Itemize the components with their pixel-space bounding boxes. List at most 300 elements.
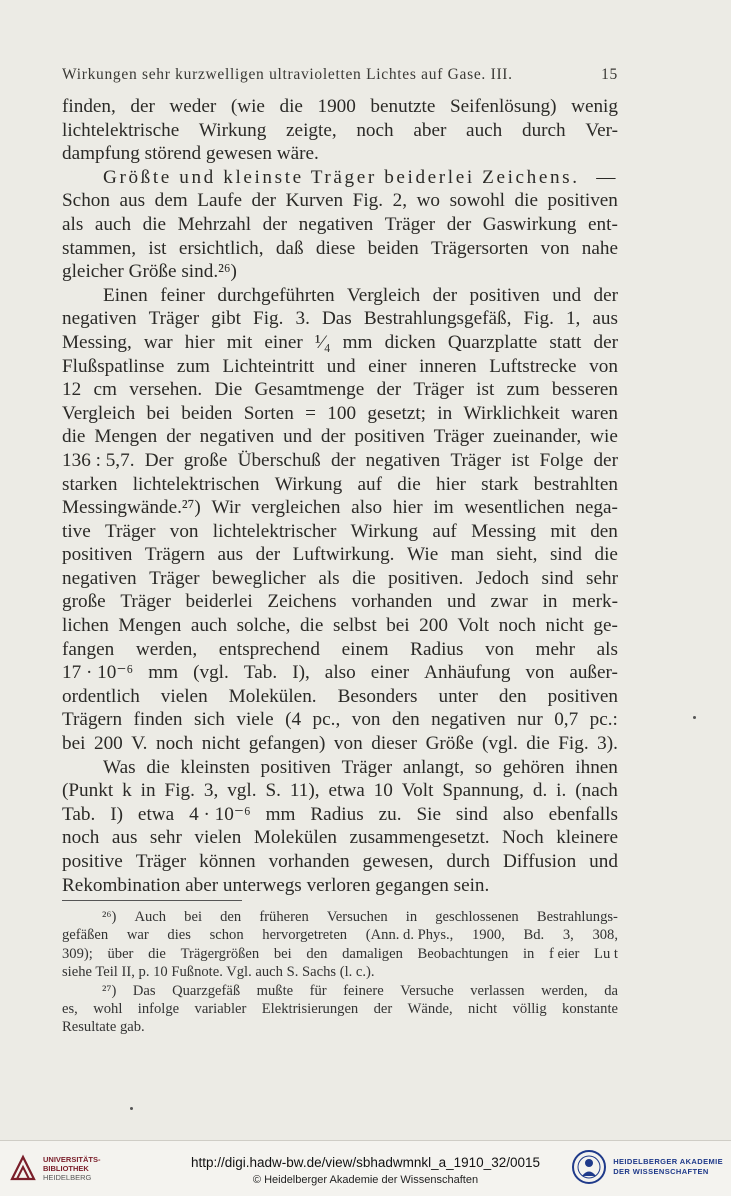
word: Elektrisierungen (261, 1000, 359, 1017)
word: gefäßen (62, 927, 109, 944)
word: vergleichen (251, 497, 341, 519)
footnotes (62, 908, 618, 1037)
page-number: 15 (601, 66, 618, 83)
word: negativen (365, 449, 441, 471)
word: hier (184, 331, 215, 353)
word: Träger (413, 379, 464, 401)
word: Tab. (243, 662, 278, 684)
word: Wirklichkeit (463, 402, 560, 424)
word: ordentlich (62, 685, 140, 707)
text-line (62, 685, 618, 709)
word: Mehrzahl (177, 213, 252, 235)
word: Folge (539, 449, 584, 471)
word: 4 · 10⁻⁶ (189, 803, 251, 825)
text-line (62, 425, 618, 449)
word: benutzte (370, 96, 436, 117)
scan-speck (693, 716, 696, 719)
word: geschlossenen (435, 909, 519, 925)
word: sind (455, 803, 488, 825)
word: Schon (62, 190, 110, 212)
word: sieht, (496, 544, 538, 566)
word: durchgeführten (217, 284, 335, 306)
word: Seifenlösung) (449, 96, 557, 117)
word: Laufe (197, 190, 242, 212)
word: die (352, 567, 376, 589)
word: damaligen (342, 945, 403, 962)
word: finden, (62, 96, 116, 117)
word: der (432, 284, 458, 306)
word: also (324, 662, 356, 684)
word: 3, (562, 927, 574, 944)
word: tive (62, 520, 91, 542)
logo-line-1: UNIVERSITÄTS- (43, 1154, 101, 1164)
word: negativen (298, 213, 374, 235)
word: negativen (62, 308, 137, 330)
text-line (62, 590, 618, 614)
word: mm (265, 803, 296, 825)
word: Überschuß (237, 449, 321, 471)
text-line (62, 826, 618, 850)
word: Träger (105, 520, 156, 542)
word: Größe (425, 733, 474, 755)
word: Träger (450, 449, 501, 471)
word: werden, (541, 982, 588, 999)
text-line (62, 189, 618, 213)
word: Beobachtungen (417, 945, 509, 962)
word: positiven (62, 544, 133, 566)
word: etwa (328, 780, 365, 802)
word: mit (550, 520, 576, 542)
word: positiven (354, 426, 425, 448)
word: aber (413, 119, 447, 141)
footnote-line (62, 926, 618, 944)
word: sind (541, 567, 574, 589)
word: vorhanden (268, 851, 350, 872)
word: Spannung, (442, 780, 524, 802)
word: Mengen (94, 426, 158, 448)
text-line (62, 496, 618, 520)
word: Messing (471, 520, 537, 542)
word: beweglicher (212, 567, 306, 589)
word: Trägergrößen (180, 945, 260, 962)
word: mehr (535, 638, 575, 660)
word: zusammengesetzt. (349, 827, 490, 849)
word: Das (132, 982, 156, 999)
word: positiven (547, 190, 618, 212)
scan-speck (130, 1107, 133, 1110)
word: beiden (181, 402, 233, 424)
word: (vgl. (193, 662, 229, 684)
word: Träger (120, 591, 171, 613)
text-line (62, 237, 618, 261)
word: hier (392, 497, 423, 519)
word: von (351, 709, 381, 731)
word: Lichteintritt (222, 355, 315, 377)
text-line (62, 874, 618, 898)
word: 17 · 10⁻⁶ (62, 662, 134, 684)
word: völlig (512, 1000, 547, 1017)
text-line (62, 119, 618, 143)
word: gehören (502, 756, 565, 778)
word: da (604, 982, 618, 999)
word: sowohl (449, 190, 505, 212)
word: der (262, 213, 288, 235)
word: war (143, 331, 173, 353)
word: ist (148, 237, 167, 259)
word: als (596, 638, 618, 660)
word: Wirkung (198, 119, 267, 141)
word: der (330, 449, 356, 471)
word: ist (476, 379, 495, 401)
word: und (283, 426, 312, 448)
word: dieser (371, 733, 418, 755)
footnote-line (62, 945, 618, 963)
word: Wirkung (350, 520, 419, 542)
word: den (391, 709, 420, 731)
word: lichtelektrischer (212, 520, 337, 542)
word: anlangt, (402, 756, 465, 778)
word: Wände, (407, 1000, 453, 1017)
word: Versuchen (326, 909, 388, 925)
word: Messing, (62, 331, 132, 353)
word: auf (357, 473, 383, 495)
word: Molekülen. (228, 685, 317, 707)
word: 12 (62, 379, 82, 401)
word: Versuche (400, 982, 454, 999)
word: von (540, 237, 570, 259)
text-line (62, 732, 618, 756)
word: nicht (468, 1000, 498, 1017)
word: V. (131, 733, 148, 755)
word: 308, (592, 927, 618, 944)
word: vielen (194, 827, 242, 849)
word: selbst (332, 615, 377, 637)
word: ²⁷) (102, 982, 117, 999)
word: der (593, 449, 618, 471)
word: in (405, 909, 418, 925)
word: die (62, 426, 86, 448)
word: Lu t (594, 945, 618, 962)
word: kleinsten (180, 756, 250, 778)
word: können (199, 851, 256, 872)
word: daß (275, 237, 304, 259)
word: konstante (562, 1000, 618, 1017)
academy-line-1: HEIDELBERGER AKADEMIE (613, 1157, 723, 1166)
word: d. (532, 780, 548, 802)
word: ²⁶) (102, 909, 117, 925)
word: Volt (401, 780, 434, 802)
word: Fig. (558, 733, 589, 755)
word: negativen (199, 426, 275, 448)
word: gewesen, (362, 851, 434, 872)
word: Mengen (118, 615, 182, 637)
word: statt (549, 331, 582, 353)
word: Träger (384, 213, 436, 235)
word: aus (217, 544, 244, 566)
word: (Ann. d. Phys., (365, 927, 454, 944)
text-line (62, 449, 618, 473)
word: gleicher Größe sind.²⁶) (62, 261, 237, 283)
word: wesentlichen (464, 497, 565, 519)
word: nicht (201, 733, 241, 755)
word: positive (62, 851, 123, 872)
word: hervorgetreten (262, 927, 348, 944)
text-line (62, 661, 618, 685)
text-line (62, 520, 618, 544)
running-head-title: Wirkungen sehr kurzwelligen ultravioletten Lichtes auf Gase. III. (62, 66, 513, 83)
text-line (62, 779, 618, 803)
word: 200 (419, 615, 448, 637)
word: Fig. (253, 308, 284, 330)
word: f eier (549, 945, 580, 962)
word: Luftstrecke (489, 355, 577, 377)
footnote-line (62, 963, 618, 981)
footnote-line (62, 982, 618, 1000)
word: der (373, 1000, 393, 1017)
word: aus (119, 190, 146, 212)
word: Träger (149, 567, 200, 589)
viewer-footer (0, 1140, 731, 1196)
word: sind (549, 544, 582, 566)
word: Sorten (243, 402, 294, 424)
word: der (255, 544, 281, 566)
word: wohl (93, 1000, 123, 1017)
word: I) (110, 803, 123, 825)
word: finden (133, 709, 183, 731)
word: bei (62, 733, 86, 755)
word: auch (190, 615, 228, 637)
word: starken (62, 473, 118, 495)
word: inneren (419, 355, 477, 377)
word: einer (370, 662, 410, 684)
word: noch (155, 733, 194, 755)
word: die (594, 544, 618, 566)
word: von (525, 662, 555, 684)
word: besseren (551, 379, 618, 401)
word: vielen (160, 685, 208, 707)
word: 2, (392, 190, 408, 212)
word: cm (93, 379, 117, 401)
word: Besonders (337, 685, 418, 707)
word: (vgl. (482, 733, 518, 755)
word: Fig. (523, 308, 554, 330)
word: einer (264, 331, 303, 353)
copyright-notice: © Heidelberger Akademie der Wissenschaften (252, 1174, 479, 1186)
word: merk- (572, 591, 618, 613)
word: Wir (211, 497, 241, 519)
word: Träger (433, 426, 485, 448)
word: kleinere (556, 827, 618, 849)
word: der (130, 96, 155, 117)
word: Molekülen (253, 827, 337, 849)
word: die (146, 756, 170, 778)
text-line (62, 355, 618, 379)
word: Gesamtmenge (254, 379, 365, 401)
footnote-line (62, 1000, 618, 1018)
word: ent- (588, 213, 618, 235)
word: feinere (343, 982, 384, 999)
word: positiven. (388, 567, 464, 589)
word: sehr (586, 567, 618, 589)
word: die (279, 96, 303, 117)
word: Quarzplatte (447, 331, 538, 353)
word: Wirkung (274, 473, 343, 495)
word: Ver- (585, 119, 618, 141)
word: die (514, 190, 538, 212)
word: wenig (571, 96, 618, 117)
word: Tab. (62, 803, 96, 825)
academy-logo[interactable] (571, 1149, 723, 1185)
word: man (450, 544, 484, 566)
word: also (351, 497, 383, 519)
word: einem (341, 638, 389, 660)
text-line (62, 708, 618, 732)
word: i. (556, 780, 567, 802)
footnote-line (62, 1018, 618, 1036)
word: nega- (575, 497, 618, 519)
word: den (220, 909, 242, 925)
word: Auch (134, 909, 167, 925)
running-head (62, 66, 618, 84)
word: (4 (285, 709, 302, 731)
word: Träger (341, 756, 393, 778)
word: Gaswirkung (482, 213, 577, 235)
word: beiderlei (185, 591, 253, 613)
word: zu. (378, 803, 402, 825)
word: in (437, 402, 453, 424)
word: k (122, 780, 132, 802)
word: versehen. (129, 379, 203, 401)
word: Kurven (285, 190, 344, 212)
word: die (142, 213, 167, 235)
word: und (589, 851, 618, 872)
word: Fig. (164, 780, 195, 802)
word: Trägern (62, 709, 123, 731)
word: Resultate gab. (62, 1019, 145, 1036)
word: von (485, 638, 514, 660)
word: aus (592, 308, 618, 330)
word: den (590, 520, 618, 542)
word: große (62, 591, 106, 613)
word: einer (368, 355, 407, 377)
word: pc.: (589, 709, 618, 731)
logo-line-3: HEIDELBERG (43, 1172, 92, 1182)
word: Zeichens (267, 591, 337, 613)
word: gibt (211, 308, 241, 330)
word: nur (517, 709, 543, 731)
word: Flußspatlinse (62, 355, 165, 377)
word: als (318, 567, 340, 589)
text-line (62, 803, 618, 827)
word: Was (103, 756, 136, 778)
word: sich (193, 709, 225, 731)
word: und (447, 591, 476, 613)
word: der (593, 331, 618, 353)
word: Quarzgefäß (172, 982, 241, 999)
permalink-url[interactable]: http://digi.hadw-bw.de/view/sbhadwmnkl_a_1910_32/0015 (191, 1155, 540, 1170)
word: stammen, (62, 237, 137, 259)
word: Der (144, 449, 174, 471)
word: 10 (373, 780, 393, 802)
word: Diffusion (502, 851, 577, 872)
text-line (62, 284, 618, 308)
word: der (376, 379, 402, 401)
academy-seal-icon (571, 1149, 607, 1185)
word: der (251, 190, 277, 212)
word: durch (446, 851, 491, 872)
text-line (62, 166, 618, 190)
word: feiner (160, 284, 205, 306)
word: der (320, 426, 346, 448)
word: Trägern (144, 544, 205, 566)
word: war (126, 927, 149, 944)
word: zum (176, 355, 210, 377)
text-line (62, 614, 618, 638)
word: der (593, 284, 618, 306)
word: stark (481, 473, 519, 495)
text-line (62, 638, 618, 662)
word: über (107, 945, 134, 962)
word: von (169, 520, 199, 542)
text-line (62, 307, 618, 331)
word: Bestrahlungsgefäß, (363, 308, 512, 330)
word: zwar (490, 591, 528, 613)
word: außer- (569, 662, 618, 684)
word: lichtelektrischen (132, 473, 260, 495)
word: 3. (295, 308, 310, 330)
word: mit (226, 331, 253, 353)
word: lichen (62, 615, 109, 637)
word: bei (184, 909, 203, 925)
word: Vergleich (347, 284, 421, 306)
word: 136 : 5,7. (62, 449, 135, 471)
word: der (446, 213, 472, 235)
text-line (62, 473, 618, 497)
word: Vergleich (62, 402, 136, 424)
word: mm (148, 662, 179, 684)
word: diese (315, 237, 356, 259)
word: — (596, 166, 618, 188)
word: weder (169, 96, 217, 117)
word: 1900 (317, 96, 356, 117)
word: viele (236, 709, 274, 731)
word: entsprechend (218, 638, 320, 660)
word: variabler (194, 1000, 247, 1017)
word: werden, (135, 638, 198, 660)
word: der (166, 426, 191, 448)
word: die (299, 615, 324, 637)
word: Das (321, 308, 352, 330)
academy-line-2: DER WISSENSCHAFTEN (613, 1167, 709, 1176)
word: Fig. (352, 190, 384, 212)
text-line (62, 378, 618, 402)
text-line (62, 95, 618, 119)
word: Größte und kleinste Träger beiderlei Zeichens. (103, 166, 580, 188)
word: im (433, 497, 454, 519)
word: ge- (593, 615, 618, 637)
word: 309); (62, 945, 93, 962)
word: ebenfalls (548, 803, 618, 825)
word: und (326, 355, 356, 377)
word: wie (590, 426, 618, 448)
word: zeigte, (286, 119, 337, 141)
word: fangen (62, 638, 115, 660)
word: noch (356, 119, 394, 141)
word: 1900, (472, 927, 505, 944)
word: bestrahlten (533, 473, 618, 495)
word: Radius (310, 803, 364, 825)
word: zueinander, (493, 426, 582, 448)
